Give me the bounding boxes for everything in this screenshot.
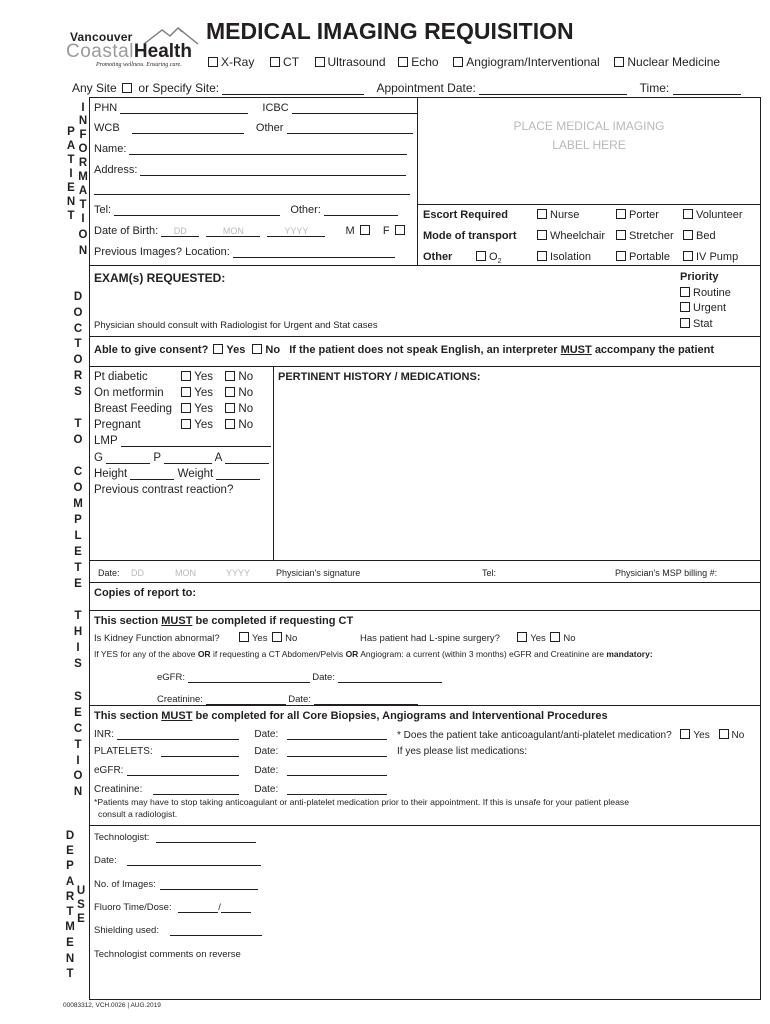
tel-field[interactable] [114, 205, 280, 216]
modality-angiogram: Angiogram/Interventional [466, 55, 600, 69]
male-label: M [345, 225, 355, 237]
lmp-field[interactable] [121, 436, 271, 447]
bed-label: Bed [696, 230, 716, 242]
platelets-date-field[interactable] [287, 746, 387, 757]
phys-signature-label: Physician's signature [276, 568, 361, 578]
modality-xray: X-Ray [221, 55, 255, 69]
stat-label: Stat [693, 318, 713, 330]
pregnant-no-checkbox[interactable] [225, 419, 235, 429]
anticoag-footnote [94, 796, 629, 820]
stretcher-option [616, 230, 674, 242]
interpreter-note-post: accompany the patient [594, 344, 715, 356]
note-or-1: OR [197, 649, 211, 659]
nuclear-checkbox[interactable] [614, 57, 624, 67]
biopsy-creatinine-label: Creatinine: [94, 784, 143, 795]
gpa-row [94, 452, 269, 464]
other-id-label: Other [255, 122, 284, 134]
name-label: Name: [94, 143, 127, 155]
sig-yyyy[interactable]: YYYY [226, 568, 251, 578]
inr-label: INR: [94, 729, 114, 740]
ct-egfr-date-label: Date: [312, 672, 335, 683]
num-images-field[interactable] [160, 879, 258, 890]
diabetic-yes-checkbox[interactable] [181, 371, 191, 381]
nurse-checkbox[interactable] [537, 209, 547, 219]
isolation-label: Isolation [550, 251, 591, 263]
metformin-no-label: No [238, 387, 254, 399]
consent-row [94, 344, 714, 356]
porter-label: Porter [629, 209, 659, 221]
note-part-1: If YES for any of the above [94, 649, 196, 659]
appointment-date-label: Appointment Date: [376, 81, 476, 95]
modality-row [208, 55, 720, 69]
any-site-checkbox[interactable] [122, 83, 132, 93]
wheelchair-label: Wheelchair [550, 230, 606, 242]
inr-date-label: Date: [254, 729, 279, 740]
female-label: F [382, 225, 390, 237]
portable-option [616, 251, 670, 263]
ct-heading-pre: This section [94, 615, 159, 627]
g-field[interactable] [106, 453, 150, 464]
divider-copies-bottom [89, 610, 761, 611]
pregnant-yes-label: Yes [194, 419, 213, 431]
note-or-2: OR [345, 649, 359, 659]
dob-label: Date of Birth: [94, 225, 159, 237]
stretcher-label: Stretcher [629, 230, 674, 242]
portable-checkbox[interactable] [616, 251, 626, 261]
copies-label: Copies of report to: [94, 587, 197, 599]
logo-tagline: Promoting wellness. Ensuring care. [96, 62, 182, 68]
echo-checkbox[interactable] [398, 57, 408, 67]
metformin-yes-label: Yes [194, 387, 213, 399]
dob-mon-field[interactable] [206, 226, 260, 237]
isolation-checkbox[interactable] [537, 251, 547, 261]
male-checkbox[interactable] [360, 225, 370, 235]
logo-coastal: Coastal [66, 41, 134, 62]
divider-history-col [273, 366, 274, 560]
wcb-row [94, 122, 413, 134]
frame-right [760, 97, 761, 1000]
exams-requested-field[interactable] [94, 286, 654, 316]
priority-stat [680, 318, 713, 330]
volunteer-label: Volunteer [696, 209, 743, 221]
biopsy-creatinine-date-label: Date: [254, 784, 279, 795]
ct-egfr-field[interactable] [188, 672, 310, 683]
form-title: MEDICAL IMAGING REQUISITION [206, 18, 574, 44]
platelets-label: PLATELETS: [94, 746, 153, 757]
anticoag-label: * Does the patient take anticoagulant/anti-platelet medication? [397, 730, 672, 741]
lspine-no-checkbox[interactable] [550, 632, 560, 642]
phn-label: PHN [94, 102, 118, 114]
divider-signature-bottom [89, 582, 761, 583]
frame-top [89, 97, 761, 98]
exams-requested-heading: EXAM(s) REQUESTED: [94, 271, 226, 285]
dob-dd-field[interactable] [161, 226, 199, 237]
biopsy-creatinine-date-field[interactable] [287, 784, 387, 795]
consent-yes-label: Yes [226, 344, 246, 356]
height-label: Height [94, 468, 128, 480]
tel-row [94, 204, 398, 216]
biopsy-egfr-label: eGFR: [94, 765, 124, 776]
routine-checkbox[interactable] [680, 287, 690, 297]
kidney-no-checkbox[interactable] [272, 632, 282, 642]
prev-images-row [94, 246, 395, 258]
appointment-date-field[interactable] [479, 84, 627, 95]
dob-dd-hint: DD [173, 226, 187, 236]
isolation-option [537, 251, 591, 263]
platelets-date-label: Date: [254, 746, 279, 757]
dept-date-row [94, 855, 261, 866]
kidney-row [94, 632, 297, 644]
name-field[interactable] [129, 144, 407, 155]
breastfeeding-no-checkbox[interactable] [225, 403, 235, 413]
breastfeeding-yes-checkbox[interactable] [181, 403, 191, 413]
divider-exam-bottom [89, 336, 761, 337]
address-row [94, 164, 406, 176]
diabetic-label: Pt diabetic [94, 371, 148, 383]
fluoro-time-field[interactable] [178, 902, 218, 913]
label-placeholder-line-2: LABEL HERE [552, 138, 626, 152]
biopsy-creatinine-row [94, 784, 387, 795]
priority-routine [680, 287, 731, 299]
biopsy-heading-post: be completed for all Core Biopsies, Angiograms and Interventional Procedures [195, 710, 608, 722]
dept-date-field[interactable] [127, 855, 261, 866]
technologist-row [94, 832, 256, 843]
shielding-field[interactable] [170, 925, 262, 936]
ct-creatinine-field[interactable] [206, 694, 286, 705]
q-breastfeeding [94, 403, 253, 415]
routine-label: Routine [693, 287, 731, 299]
biopsy-heading [94, 710, 608, 722]
other-transport-label: Other [423, 251, 453, 263]
g-label: G [94, 452, 103, 464]
metformin-label: On metformin [94, 387, 164, 399]
q-metformin [94, 387, 253, 399]
o2-option [476, 251, 501, 265]
pertinent-history-heading: PERTINENT HISTORY / MEDICATIONS: [278, 371, 481, 383]
prev-contrast-label: Previous contrast reaction? [94, 484, 234, 496]
time-label: Time: [639, 81, 670, 95]
modality-ultrasound: Ultrasound [327, 55, 386, 69]
ct-egfr-label: eGFR: [157, 672, 185, 683]
wheelchair-checkbox[interactable] [537, 230, 547, 240]
other-id-field[interactable] [287, 123, 413, 134]
specify-site-field[interactable] [222, 84, 364, 95]
wheelchair-option [537, 230, 605, 242]
wcb-label: WCB [94, 122, 120, 134]
anticoag-row [397, 729, 744, 741]
dob-yyyy-field[interactable] [267, 226, 325, 237]
metformin-yes-checkbox[interactable] [181, 387, 191, 397]
label-placeholder-line-1: PLACE MEDICAL IMAGING [513, 119, 665, 133]
other-tel-field[interactable] [324, 205, 398, 216]
porter-option [616, 209, 659, 221]
mode-transport-label: Mode of transport [423, 230, 517, 242]
inr-row [94, 729, 387, 740]
num-images-row [94, 879, 258, 890]
ultrasound-checkbox[interactable] [315, 57, 325, 67]
a-label: A [214, 452, 222, 464]
stretcher-checkbox[interactable] [616, 230, 626, 240]
time-field[interactable] [673, 84, 741, 95]
note-part-3: Angiogram: a current (within 3 months) eGFR and Creatinine are [360, 649, 604, 659]
phn-row [94, 102, 418, 114]
lspine-yes-label: Yes [530, 633, 546, 644]
consult-note: Physician should consult with Radiologist for Urgent and Stat cases [94, 320, 378, 331]
ct-egfr-date-field[interactable] [338, 672, 442, 683]
o2-checkbox[interactable] [476, 251, 486, 261]
divider-ct-bottom [89, 705, 761, 706]
num-images-label: No. of Images: [94, 879, 156, 890]
biopsy-heading-must: MUST [161, 710, 193, 722]
ct-mandatory-note [94, 649, 653, 659]
site-row [72, 81, 741, 95]
anticoag-yes-checkbox[interactable] [680, 729, 690, 739]
msp-label: Physician's MSP billing #: [615, 568, 718, 578]
o2-subscript: 2 [497, 258, 502, 266]
address-label: Address: [94, 164, 138, 176]
note-part-2: if requesting a CT Abdomen/Pelvis [212, 649, 344, 659]
ct-checkbox[interactable] [270, 57, 280, 67]
copies-field[interactable] [200, 586, 755, 606]
lspine-row [360, 632, 576, 644]
any-site-label: Any Site [72, 81, 117, 95]
ct-creatinine-date-label: Date: [288, 694, 311, 705]
address-field[interactable] [140, 165, 406, 176]
fluoro-dose-field[interactable] [221, 902, 251, 913]
logo-vancouver: Vancouver [70, 30, 133, 44]
iv-pump-checkbox[interactable] [683, 251, 693, 261]
logo-wordmark [66, 41, 192, 63]
priority-urgent [680, 302, 726, 314]
modality-echo: Echo [411, 55, 439, 69]
metformin-no-checkbox[interactable] [225, 387, 235, 397]
fluoro-row: Fluoro Time/Dose: / [94, 902, 251, 913]
ct-creatinine-date-field[interactable] [314, 694, 418, 705]
escort-required-label: Escort Required [423, 209, 508, 221]
bed-option [683, 230, 716, 242]
shielding-label: Shielding used: [94, 925, 159, 936]
ct-heading-post: be completed if requesting CT [195, 615, 354, 627]
breastfeeding-no-label: No [238, 403, 254, 415]
prev-images-label: Previous Images? Location: [94, 246, 230, 258]
tel-label: Tel: [94, 204, 112, 216]
p-label: P [153, 452, 161, 464]
ct-creatinine-label: Creatinine: [157, 694, 203, 705]
footnote-line-2: consult a radiologist. [98, 809, 178, 819]
wcb-field[interactable] [132, 123, 244, 134]
address-line-2[interactable] [94, 194, 410, 195]
logo [64, 22, 202, 70]
platelets-field[interactable] [161, 746, 239, 757]
divider-biopsy-bottom [89, 825, 761, 826]
icbc-field[interactable] [292, 103, 418, 114]
biopsy-egfr-field[interactable] [127, 765, 239, 776]
other-tel-label: Other: [290, 204, 321, 216]
inr-field[interactable] [117, 729, 239, 740]
angiogram-checkbox[interactable] [453, 57, 463, 67]
phn-field[interactable] [120, 103, 248, 114]
sig-mon[interactable]: MON [175, 568, 196, 578]
urgent-label: Urgent [693, 302, 727, 314]
list-meds-label: If yes please list medications: [397, 746, 528, 757]
biopsy-egfr-date-field[interactable] [287, 765, 387, 776]
breastfeeding-label: Breast Feeding [94, 403, 172, 415]
divider-history-bottom [89, 560, 761, 561]
escort-options [537, 209, 579, 221]
lspine-yes-checkbox[interactable] [517, 632, 527, 642]
note-mandatory: mandatory: [606, 649, 653, 659]
divider-consent-bottom [89, 366, 761, 367]
pregnant-no-label: No [238, 419, 254, 431]
pertinent-history-field[interactable] [278, 386, 756, 556]
o2-label: O [489, 251, 498, 263]
biopsy-egfr-row [94, 765, 387, 776]
height-field[interactable] [130, 469, 174, 480]
biopsy-creatinine-field[interactable] [153, 784, 239, 795]
breastfeeding-yes-label: Yes [194, 403, 213, 415]
biopsy-egfr-date-label: Date: [254, 765, 279, 776]
inr-date-field[interactable] [287, 729, 387, 740]
lmp-row [94, 435, 271, 447]
stat-checkbox[interactable] [680, 318, 690, 328]
pregnant-yes-checkbox[interactable] [181, 419, 191, 429]
prev-images-location-field[interactable] [233, 247, 395, 258]
portable-label: Portable [629, 251, 670, 263]
female-checkbox[interactable] [395, 225, 405, 235]
sig-date-label: Date: [98, 568, 120, 578]
technologist-field[interactable] [156, 832, 256, 843]
kidney-yes-checkbox[interactable] [239, 632, 249, 642]
form-code: 00083312, VCH.0026 | AUG.2019 [63, 1002, 161, 1009]
anticoag-no-label: No [731, 730, 745, 741]
porter-checkbox[interactable] [616, 209, 626, 219]
consent-no-label: No [265, 344, 281, 356]
kidney-yes-label: Yes [251, 633, 268, 644]
logo-health: Health [133, 41, 192, 62]
q-diabetic [94, 371, 253, 383]
dob-row [94, 225, 408, 237]
specify-site-label: or Specify Site: [138, 81, 220, 95]
fluoro-label: Fluoro Time/Dose: [94, 902, 172, 913]
kidney-no-label: No [285, 633, 298, 644]
dob-yyyy-hint: YYYY [284, 226, 309, 236]
sig-tel-label: Tel: [482, 568, 497, 578]
list-meds-field[interactable] [397, 760, 752, 790]
lmp-label: LMP [94, 435, 118, 447]
technologist-comments-note: Technologist comments on reverse [94, 949, 241, 960]
divider-patient-bottom [89, 265, 761, 266]
dob-mon-hint: MON [222, 226, 244, 236]
icbc-label: ICBC [262, 102, 289, 114]
ct-heading [94, 615, 353, 627]
shielding-row [94, 925, 262, 936]
lspine-no-label: No [563, 633, 576, 644]
name-row [94, 143, 407, 155]
a-field[interactable] [225, 453, 269, 464]
volunteer-option [683, 209, 742, 221]
weight-label: Weight [177, 468, 214, 480]
consent-label: Able to give consent? [94, 344, 209, 356]
height-weight-row [94, 468, 260, 480]
ct-heading-must: MUST [161, 615, 193, 627]
nurse-label: Nurse [550, 209, 580, 221]
biopsy-heading-pre: This section [94, 710, 159, 722]
pregnant-label: Pregnant [94, 419, 141, 431]
p-field[interactable] [164, 453, 212, 464]
ct-egfr-row [157, 672, 442, 683]
ct-creatinine-row [157, 694, 418, 705]
lspine-label: Has patient had L-spine surgery? [360, 633, 500, 644]
priority-label: Priority [680, 271, 719, 283]
anticoag-no-checkbox[interactable] [719, 729, 729, 739]
modality-nuclear: Nuclear Medicine [627, 55, 721, 69]
bed-checkbox[interactable] [683, 230, 693, 240]
footnote-line-1: *Patients may have to stop taking anticoagulant or anti-platelet medication prior to their appointment. If this is unsafe for your patient please [94, 797, 630, 807]
interpreter-must: MUST [560, 344, 592, 356]
technologist-label: Technologist: [94, 832, 150, 843]
divider-escort-top [417, 204, 761, 205]
consent-no-checkbox[interactable] [252, 344, 262, 354]
urgent-checkbox[interactable] [680, 302, 690, 312]
modality-ct: CT [283, 55, 299, 69]
anticoag-yes-label: Yes [693, 730, 710, 741]
iv-pump-option [683, 251, 738, 263]
volunteer-checkbox[interactable] [683, 209, 693, 219]
kidney-label: Is Kidney Function abnormal? [94, 633, 220, 644]
q-pregnant [94, 419, 253, 431]
consent-yes-checkbox[interactable] [213, 344, 223, 354]
xray-checkbox[interactable] [208, 57, 218, 67]
platelets-row [94, 746, 387, 757]
label-placeholder [418, 117, 760, 155]
interpreter-note-pre: If the patient does not speak English, an interpreter [289, 344, 558, 356]
diabetic-yes-label: Yes [194, 371, 213, 383]
iv-pump-label: IV Pump [696, 251, 739, 263]
weight-field[interactable] [216, 469, 260, 480]
diabetic-no-checkbox[interactable] [225, 371, 235, 381]
dept-date-label: Date: [94, 855, 117, 866]
sig-dd[interactable]: DD [131, 568, 144, 578]
frame-bottom [89, 999, 761, 1000]
frame-left [89, 97, 90, 1000]
diabetic-no-label: No [238, 371, 254, 383]
